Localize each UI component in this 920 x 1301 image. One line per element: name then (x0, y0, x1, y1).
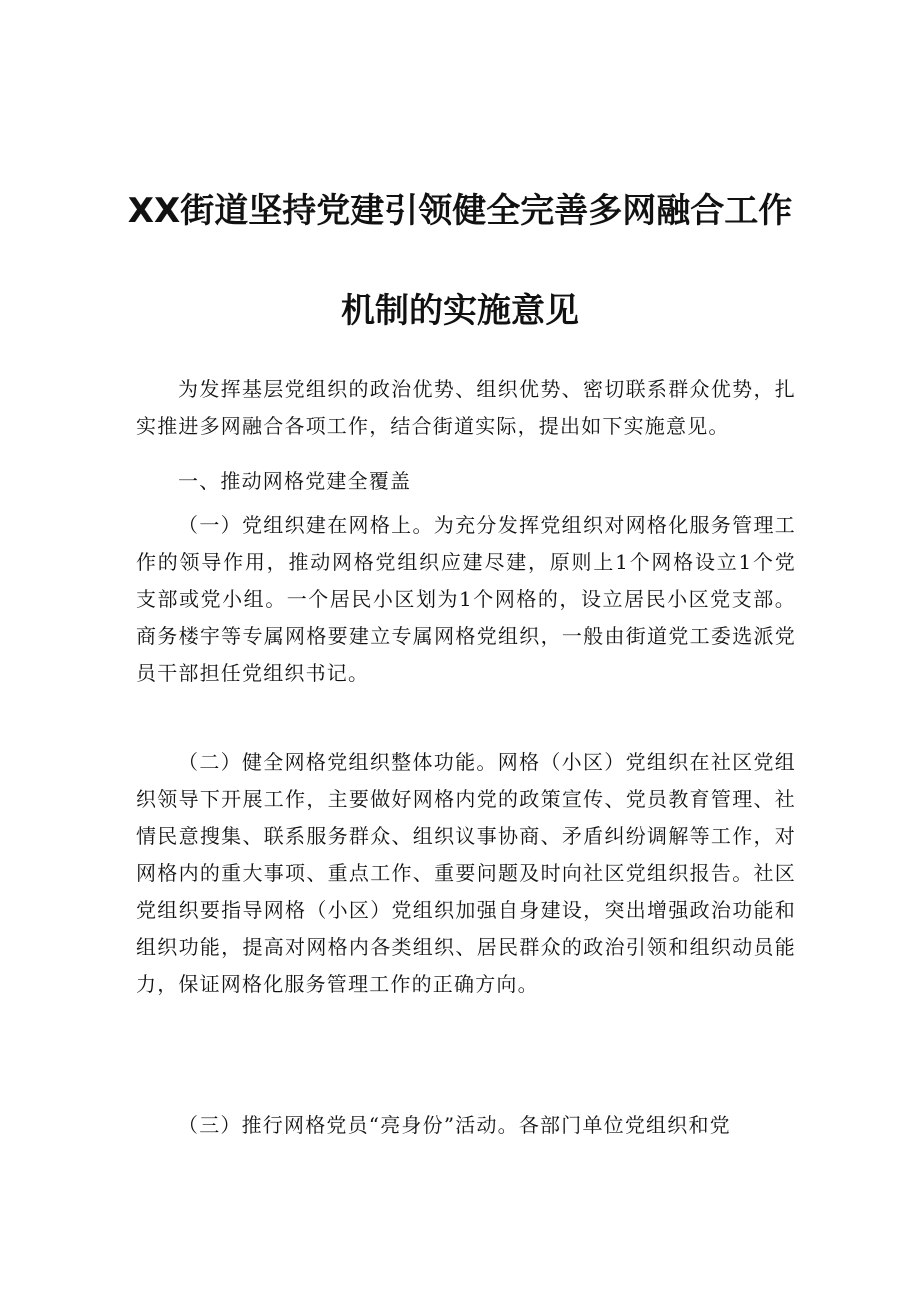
subsection-2-paragraph: （二）健全网格党组织整体功能。网格（小区）党组织在社区党组织领导下开展工作，主要做好网格内党的政策宣传、党员教育管理、社情民意搜集、联系服务群众、组织议事协商、矛盾纠纷调解等工作，对网格内的重大事项、重点工作、重要问题及时向社区党组织报告。社区党组织要指导网格（小区）党组织加强自身建设，突出增强政治功能和组织功能，提高对网格内各类组织、居民群众的政治引领和组织动员能力，保证网格化服务管理工作的正确方向。 (136, 750, 796, 996)
document-title-line-2: 机制的实施意见 (341, 291, 579, 331)
section-1-heading-block (136, 463, 796, 500)
subsection-2-block (136, 744, 796, 1003)
intro-paragraph-block (136, 371, 796, 445)
intro-paragraph: 为发挥基层党组织的政治优势、组织优势、密切联系群众优势，扎实推进多网融合各项工作，结合街道实际，提出如下实施意见。 (136, 377, 796, 438)
section-1-heading: 一、推动网格党建全覆盖 (178, 469, 412, 493)
subsection-3-block (136, 1107, 796, 1144)
subsection-3-paragraph: （三）推行网格党员“亮身份”活动。各部门单位党组织和党 (178, 1113, 731, 1137)
document-title-line-1: XX街道坚持党建引领健全完善多网融合工作 (127, 191, 793, 231)
subsection-1-block (136, 507, 796, 692)
subsection-1-paragraph: （一）党组织建在网格上。为充分发挥党组织对网格化服务管理工作的领导作用，推动网格党组织应建尽建，原则上1个网格设立1个党支部或党小组。一个居民小区划为1个网格的，设立居民小区党支部。商务楼宇等专属网格要建立专属网格党组织，一般由街道党工委选派党员干部担任党组织书记。 (136, 513, 796, 685)
